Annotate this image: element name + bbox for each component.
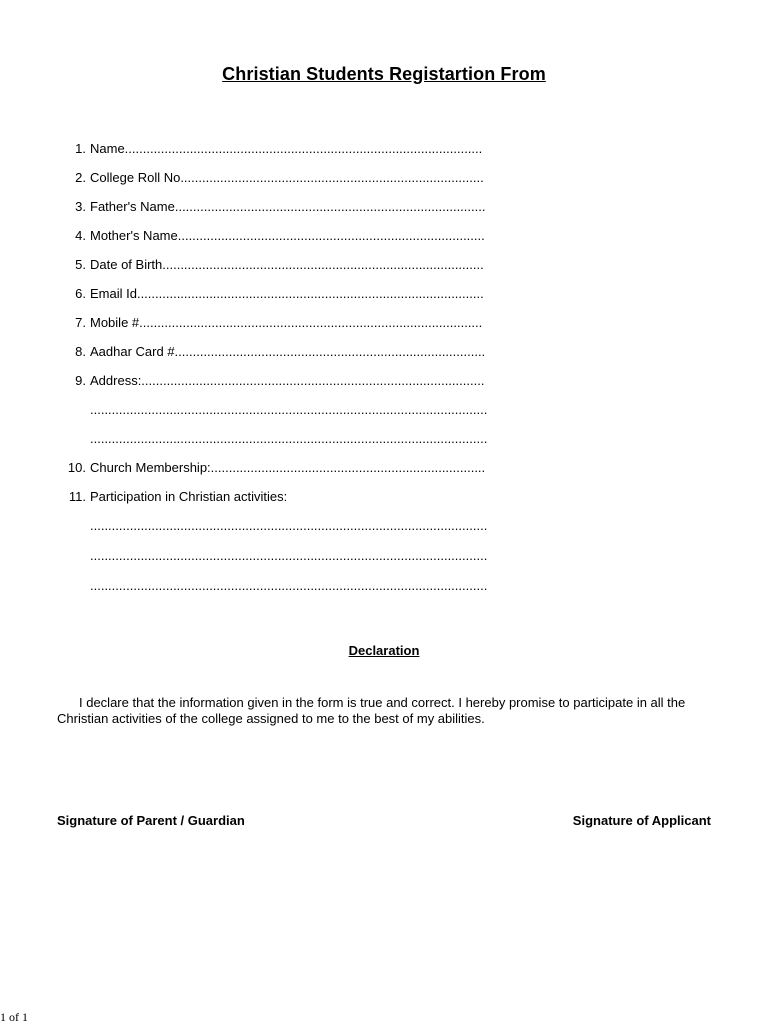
- field-label: ..............................................................................................................: [90, 431, 488, 446]
- field-number: 7.: [75, 315, 86, 330]
- field-label: Address:...............................................................................................: [90, 373, 485, 388]
- field-label: Date of Birth.........................................................................................: [90, 257, 484, 272]
- page-number: 1 of 1: [0, 1010, 28, 1024]
- field-label: Email Id................................................................................................: [90, 286, 484, 301]
- field-number: 11.: [68, 489, 86, 504]
- field-label: Aadhar Card #......................................................................................: [90, 344, 486, 359]
- field-number: 4.: [75, 228, 86, 243]
- field-label: Name...................................................................................................: [90, 141, 483, 156]
- declaration-text-block: [57, 695, 717, 727]
- field-label: ..............................................................................................................: [90, 402, 488, 417]
- field-number: 6.: [75, 286, 86, 301]
- field-number: 5.: [75, 257, 86, 272]
- field-number: 2.: [75, 170, 86, 185]
- signature-applicant: Signature of Applicant: [572, 813, 711, 828]
- field-label: ..............................................................................................................: [90, 518, 488, 533]
- field-label: ..............................................................................................................: [90, 578, 488, 593]
- field-label: Father's Name......................................................................................: [90, 199, 486, 214]
- field-label: College Roll No....................................................................................: [90, 170, 484, 185]
- field-number: 10.: [67, 460, 86, 475]
- field-label: ..............................................................................................................: [90, 548, 488, 563]
- field-number: 1.: [75, 141, 86, 156]
- signature-parent-guardian: Signature of Parent / Guardian: [57, 813, 245, 828]
- field-label: Participation in Christian activities:: [90, 489, 288, 504]
- declaration-heading: Declaration: [348, 643, 420, 658]
- field-label: Mobile #...............................................................................................: [90, 315, 483, 330]
- field-label: Mother's Name.....................................................................................: [90, 228, 485, 243]
- field-number: 9.: [75, 373, 86, 388]
- field-label: Church Membership:............................................................................: [90, 460, 486, 475]
- declaration-text: I declare that the information given in the form is true and correct. I hereby promise to participate in all the Christian activities of the college assigned to me to the best of my abilities.: [57, 695, 686, 726]
- field-number: 8.: [75, 344, 86, 359]
- field-number: 3.: [75, 199, 86, 214]
- form-title: Christian Students Registartion From: [222, 64, 546, 84]
